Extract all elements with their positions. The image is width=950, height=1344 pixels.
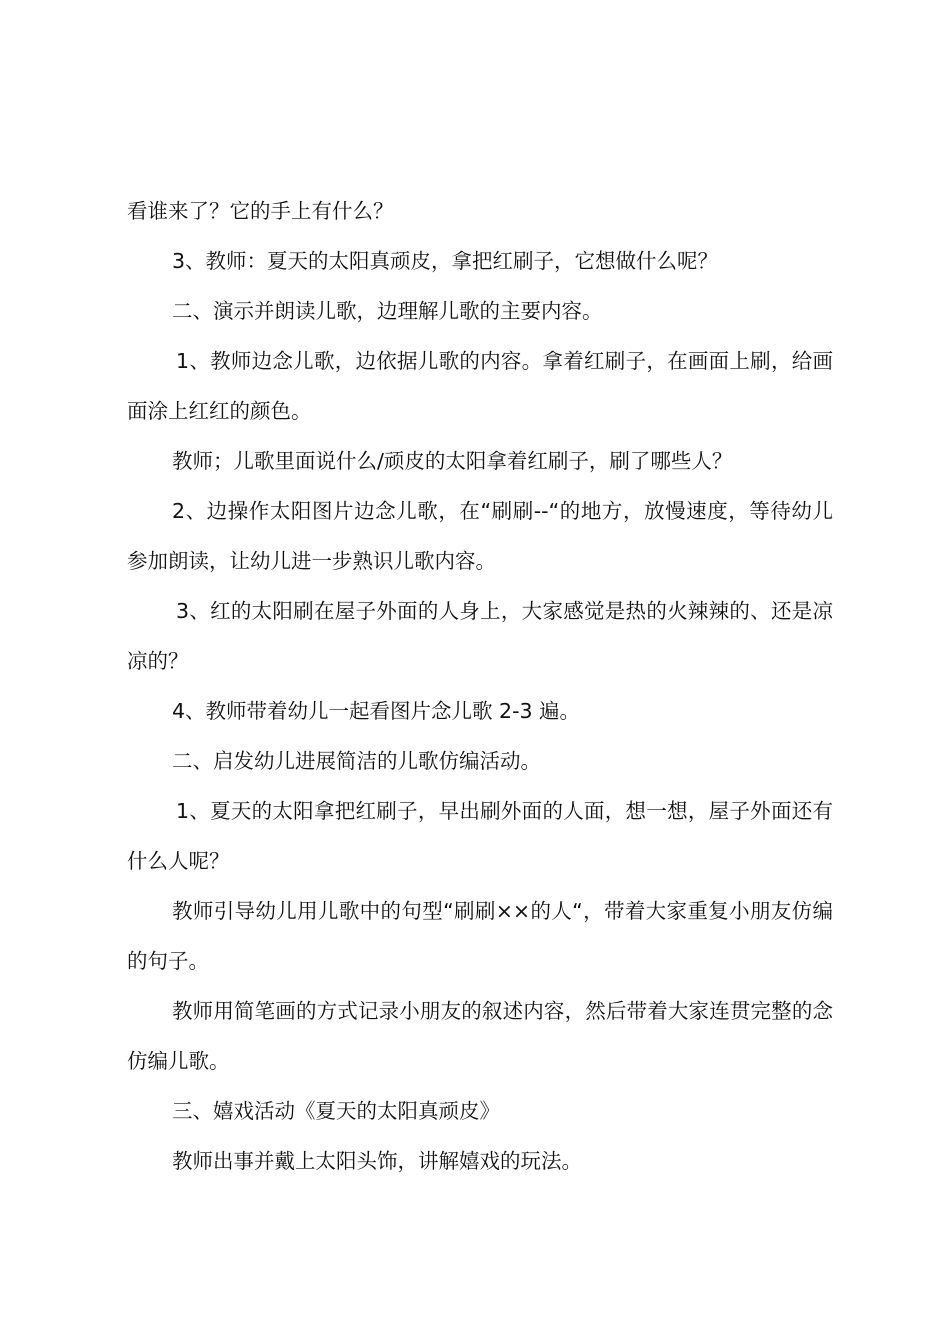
paragraph-step-3: 3、红的太阳刷在屋子外面的人身上，大家感觉是热的火辣辣的、还是凉凉的？	[127, 599, 833, 673]
paragraph-step-2: 2、边操作太阳图片边念儿歌，在“刷刷--“的地方，放慢速度，等待幼儿参加朗读，让幼儿进一步熟识儿歌内容。	[127, 499, 833, 573]
paragraph-continuation: 看谁来了？它的手上有什么？	[127, 199, 394, 223]
paragraph-step-3-intro: 3、教师：夏天的太阳真顽皮，拿把红刷子，它想做什么呢？	[172, 249, 719, 273]
paragraph-teacher-record: 教师用简笔画的方式记录小朋友的叙述内容，然后带着大家连贯完整的念仿编儿歌。	[127, 999, 833, 1073]
paragraph-section-2-heading: 二、演示并朗读儿歌，边理解儿歌的主要内容。	[172, 299, 603, 323]
paragraph-step-4: 4、教师带着幼儿一起看图片念儿歌 2-3 遍。	[172, 699, 581, 723]
paragraph-step-1: 1、教师边念儿歌，边依据儿歌的内容。拿着红刷子，在画面上刷，给画面涂上红红的颜色。	[127, 349, 833, 423]
paragraph-imitation-step-1: 1、夏天的太阳拿把红刷子，早出刷外面的人面，想一想，屋子外面还有什么人呢？	[127, 799, 833, 873]
document-body	[127, 186, 833, 1186]
paragraph-section-2b-heading: 二、启发幼儿进展简洁的儿歌仿编活动。	[172, 749, 541, 773]
paragraph-game-explanation: 教师出事并戴上太阳头饰，讲解嬉戏的玩法。	[172, 1149, 582, 1173]
paragraph-teacher-question: 教师；儿歌里面说什么/顽皮的太阳拿着红刷子，刷了哪些人？	[172, 449, 733, 473]
paragraph-section-3-heading: 三、嬉戏活动《夏天的太阳真顽皮》	[172, 1099, 500, 1123]
paragraph-teacher-guide: 教师引导幼儿用儿歌中的句型“刷刷××的人“，带着大家重复小朋友仿编的句子。	[127, 899, 833, 973]
